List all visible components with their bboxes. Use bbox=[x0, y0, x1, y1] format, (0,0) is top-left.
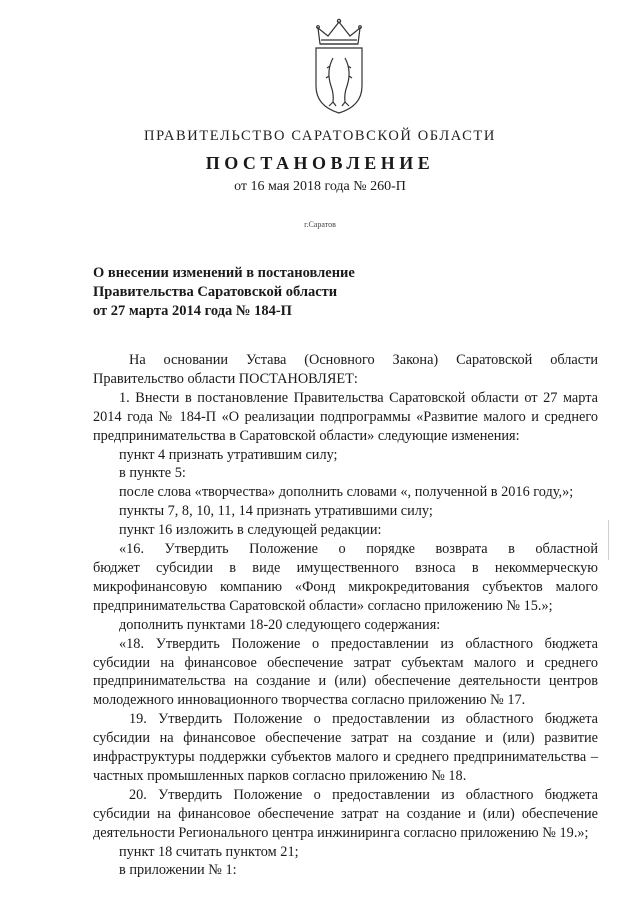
scan-artifact bbox=[608, 520, 609, 560]
body-line: пункты 7, 8, 10, 11, 14 признать утратившими силу; bbox=[119, 503, 433, 520]
body-line: инфраструктуры поддержки субъектов малого и среднего предпринимательства – bbox=[93, 749, 598, 766]
document-type-title: ПОСТАНОВЛЕНИЕ bbox=[205, 153, 435, 173]
body-line: после слова «творчества» дополнить словами «, полученной в 2016 году,»; bbox=[119, 484, 574, 501]
subject-line: Правительства Саратовской области bbox=[93, 284, 338, 300]
body-line: молодежного инновационного творчества согласно приложению № 17. bbox=[93, 692, 526, 709]
decree-date-number: от 16 мая 2018 года № 260-П bbox=[234, 179, 406, 194]
body-line: в приложении № 1: bbox=[119, 862, 237, 879]
coat-of-arms-emblem bbox=[304, 16, 374, 116]
body-line: пункт 18 считать пунктом 21; bbox=[119, 843, 299, 860]
shield-icon bbox=[316, 48, 362, 113]
body-line: субсидии на финансовое обеспечение затрат на создание и (или) развитие bbox=[93, 730, 598, 747]
body-line: субсидии на финансовое обеспечение затрат на создание и (или) обеспечение bbox=[93, 805, 598, 822]
body-line: 2014 года № 184-П «О реализации подпрограммы «Развитие малого и среднего bbox=[93, 408, 598, 425]
body-line: деятельности Регионального центра инжиниринга согласно приложению № 19.»; bbox=[93, 824, 589, 841]
body-line: микрофинансовую компанию «Фонд микрокредитования субъектов малого bbox=[93, 578, 598, 595]
body-line: Правительство области ПОСТАНОВЛЯЕТ: bbox=[93, 370, 358, 387]
body-line: 20. Утвердить Положение о предоставлении из областного бюджета bbox=[129, 786, 598, 803]
body-line: пункт 4 признать утратившим силу; bbox=[119, 446, 338, 463]
body-line: дополнить пунктами 18-20 следующего содержания: bbox=[119, 616, 441, 633]
body-line: бюджет субсидии в виде имущественного взноса в некоммерческую bbox=[93, 559, 598, 576]
body-line: пункт 16 изложить в следующей редакции: bbox=[119, 522, 382, 539]
body-line: 1. Внести в постановление Правительства Саратовской области от 27 марта bbox=[119, 389, 598, 406]
body-line: «16. Утвердить Положение о порядке возврата в областной bbox=[119, 541, 598, 558]
government-name: ПРАВИТЕЛЬСТВО САРАТОВСКОЙ ОБЛАСТИ bbox=[144, 128, 496, 144]
body-line: частных промышленных парков согласно приложению № 18. bbox=[93, 767, 467, 784]
body-line: предпринимательства на создание и (или) обеспечение деятельности центров bbox=[93, 673, 598, 690]
body-line: предпринимательства в Саратовской области» следующие изменения: bbox=[93, 427, 520, 444]
body-line: На основании Устава (Основного Закона) Саратовской области bbox=[129, 352, 598, 368]
decree-body bbox=[93, 351, 598, 880]
body-line: «18. Утвердить Положение о предоставлении из областного бюджета bbox=[119, 635, 598, 652]
body-line: предпринимательства Саратовской области» согласно приложению № 15.»; bbox=[93, 597, 553, 614]
decree-subject bbox=[93, 264, 423, 321]
subject-line: от 27 марта 2014 года № 184-П bbox=[93, 303, 292, 319]
body-line: в пункте 5: bbox=[119, 465, 186, 482]
body-line: субсидии на финансовое обеспечение затрат субъектам малого и среднего bbox=[93, 654, 598, 671]
crown-icon bbox=[318, 22, 360, 44]
body-line: 19. Утвердить Положение о предоставлении из областного бюджета bbox=[129, 711, 598, 728]
city-label: г.Саратов bbox=[304, 220, 336, 229]
fish-icon bbox=[329, 58, 333, 102]
subject-line: О внесении изменений в постановление bbox=[93, 265, 355, 281]
